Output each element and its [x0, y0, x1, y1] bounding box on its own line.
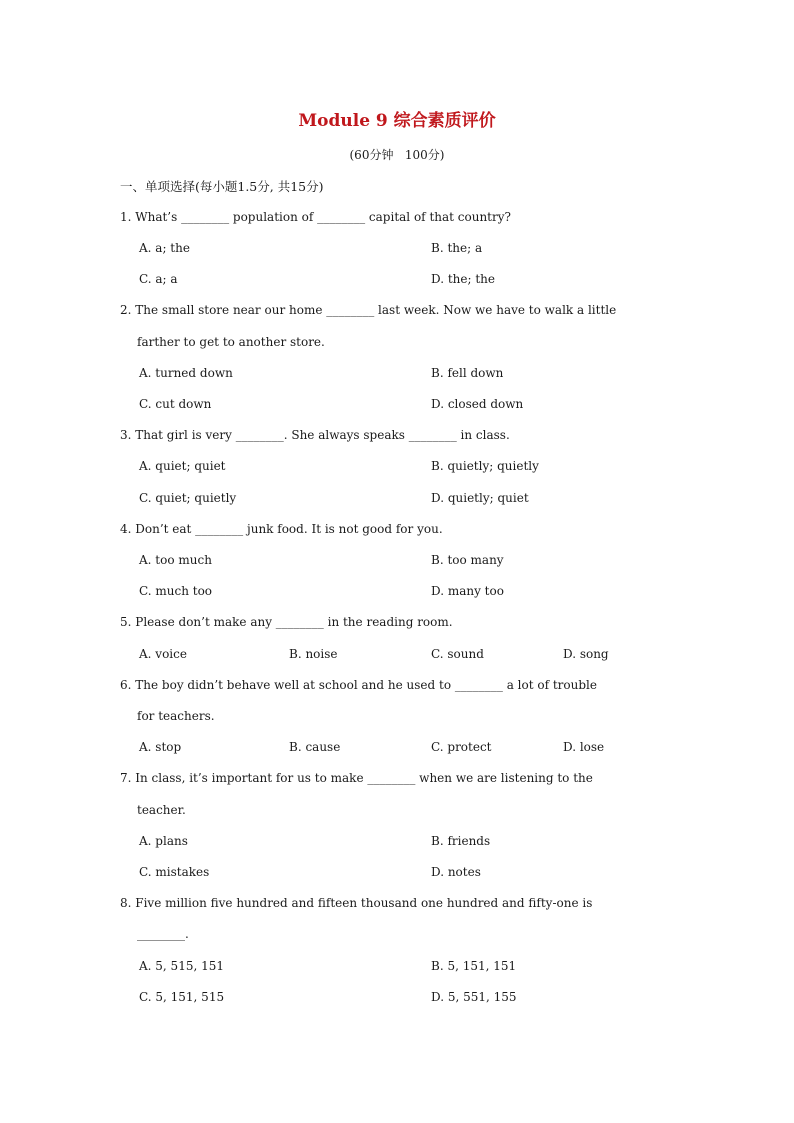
question-5: 5. Please don’t make any ________ in the reading room.: [120, 615, 453, 629]
q2-option-d: D. closed down: [431, 397, 524, 411]
q8-option-d: D. 5, 551, 155: [431, 990, 517, 1004]
q6-option-b: B. cause: [289, 740, 341, 754]
page-title: Module 9 综合素质评价: [298, 111, 496, 131]
question-8: 8. Five million five hundred and fifteen thousand one hundred and fifty-one is: [120, 896, 593, 910]
question-2-cont: farther to get to another store.: [137, 335, 325, 349]
q3-option-c: C. quiet; quietly: [139, 491, 237, 505]
question-8-cont: ________.: [137, 927, 189, 941]
q8-option-a: A. 5, 515, 151: [139, 959, 224, 973]
section-heading: 一、单项选择(每小题1.5分, 共15分): [120, 179, 324, 194]
q6-option-a: A. stop: [139, 740, 182, 754]
question-4: 4. Don’t eat ________ junk food. It is not good for you.: [120, 522, 443, 536]
question-7-cont: teacher.: [137, 803, 186, 817]
q2-option-c: C. cut down: [139, 397, 212, 411]
q7-option-a: A. plans: [139, 834, 188, 848]
q7-option-d: D. notes: [431, 865, 481, 879]
q5-option-a: A. voice: [139, 647, 187, 661]
q3-option-a: A. quiet; quiet: [139, 459, 226, 473]
q3-option-b: B. quietly; quietly: [431, 459, 539, 473]
q4-option-d: D. many too: [431, 584, 504, 598]
q6-option-d: D. lose: [563, 740, 605, 754]
question-2: 2. The small store near our home ________ last week. Now we have to walk a little: [120, 303, 617, 317]
q5-option-c: C. sound: [431, 647, 484, 661]
time-score-info: (60分钟 100分): [349, 148, 445, 162]
q4-option-a: A. too much: [139, 553, 212, 567]
q7-option-b: B. friends: [431, 834, 491, 848]
q6-option-c: C. protect: [431, 740, 492, 754]
question-7: 7. In class, it’s important for us to make ________ when we are listening to the: [120, 771, 593, 785]
question-3: 3. That girl is very ________. She always speaks ________ in class.: [120, 428, 510, 442]
q7-option-c: C. mistakes: [139, 865, 210, 879]
question-6: 6. The boy didn’t behave well at school and he used to ________ a lot of trouble: [120, 678, 597, 692]
q4-option-b: B. too many: [431, 553, 504, 567]
q2-option-b: B. fell down: [431, 366, 504, 380]
q5-option-d: D. song: [563, 647, 609, 661]
q5-option-b: B. noise: [289, 647, 338, 661]
q8-option-b: B. 5, 151, 151: [431, 959, 517, 973]
q3-option-d: D. quietly; quiet: [431, 491, 529, 505]
q1-option-a: A. a; the: [139, 241, 190, 255]
q8-option-c: C. 5, 151, 515: [139, 990, 225, 1004]
q1-option-c: C. a; a: [139, 272, 178, 286]
question-1: 1. What’s ________ population of ________ capital of that country?: [120, 210, 511, 224]
q1-option-d: D. the; the: [431, 272, 495, 286]
question-6-cont: for teachers.: [137, 709, 215, 723]
q2-option-a: A. turned down: [139, 366, 233, 380]
q4-option-c: C. much too: [139, 584, 213, 598]
q1-option-b: B. the; a: [431, 241, 483, 255]
